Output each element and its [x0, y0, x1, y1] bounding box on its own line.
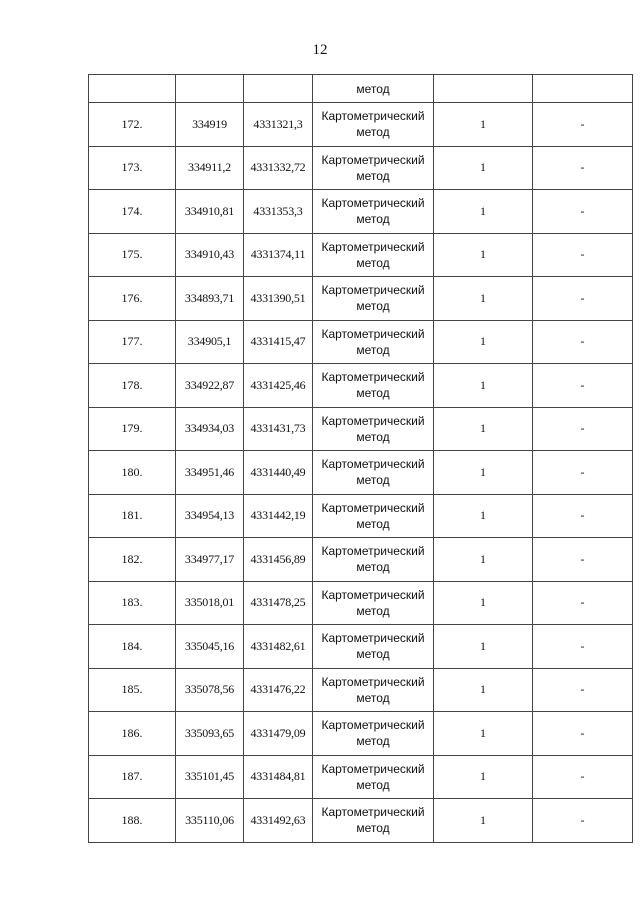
accuracy-cell: 1: [434, 712, 533, 756]
x-coordinate-cell: 334910,43: [176, 233, 244, 277]
method-cell: [313, 364, 434, 408]
method-line-2: метод: [356, 516, 390, 531]
note-cell: -: [533, 451, 633, 495]
page-number: 12: [312, 42, 328, 58]
table-row: [89, 538, 633, 582]
table-row: [89, 799, 633, 843]
method-line-2: метод: [356, 734, 390, 749]
method-line-1: Картометрический: [321, 805, 425, 820]
accuracy-cell: 1: [434, 364, 533, 408]
method-line-1: Картометрический: [321, 761, 425, 776]
continuation-cell-num: [89, 75, 176, 103]
method-cell: [313, 320, 434, 364]
point-number-cell: 184.: [89, 625, 176, 669]
method-line-1: Картометрический: [321, 631, 425, 646]
accuracy-cell: 1: [434, 581, 533, 625]
y-coordinate-cell: 4331374,11: [244, 233, 313, 277]
method-cell: [313, 190, 434, 234]
point-number-cell: 179.: [89, 407, 176, 451]
note-cell: -: [533, 668, 633, 712]
note-cell: -: [533, 712, 633, 756]
coordinates-table-body: [89, 75, 633, 843]
y-coordinate-cell: 4331442,19: [244, 494, 313, 538]
method-cell: [313, 712, 434, 756]
method-cell: [313, 451, 434, 495]
point-number-cell: 180.: [89, 451, 176, 495]
point-number-cell: 178.: [89, 364, 176, 408]
accuracy-cell: 1: [434, 233, 533, 277]
note-cell: -: [533, 407, 633, 451]
note-cell: -: [533, 320, 633, 364]
method-line-2: метод: [356, 821, 390, 836]
method-line-1: Картометрический: [321, 500, 425, 515]
accuracy-cell: 1: [434, 538, 533, 582]
table-row: [89, 103, 633, 147]
method-cell: [313, 233, 434, 277]
point-number-cell: 187.: [89, 755, 176, 799]
table-row: [89, 146, 633, 190]
point-number-cell: 173.: [89, 146, 176, 190]
method-line-1: Картометрический: [321, 370, 425, 385]
method-line-1: Картометрический: [321, 239, 425, 254]
point-number-cell: 186.: [89, 712, 176, 756]
note-cell: -: [533, 538, 633, 582]
accuracy-cell: 1: [434, 755, 533, 799]
accuracy-cell: 1: [434, 625, 533, 669]
method-cell: [313, 668, 434, 712]
continuation-cell-x: [176, 75, 244, 103]
x-coordinate-cell: 334919: [176, 103, 244, 147]
note-cell: -: [533, 625, 633, 669]
continuation-cell-accuracy: [434, 75, 533, 103]
accuracy-cell: 1: [434, 668, 533, 712]
table-row: [89, 668, 633, 712]
y-coordinate-cell: 4331353,3: [244, 190, 313, 234]
method-cell: [313, 581, 434, 625]
note-cell: -: [533, 755, 633, 799]
y-coordinate-cell: 4331479,09: [244, 712, 313, 756]
x-coordinate-cell: 335045,16: [176, 625, 244, 669]
x-coordinate-cell: 334905,1: [176, 320, 244, 364]
method-cell: [313, 799, 434, 843]
table-row: [89, 364, 633, 408]
note-cell: -: [533, 277, 633, 321]
method-cell: [313, 103, 434, 147]
continuation-cell-y: [244, 75, 313, 103]
table-row: [89, 755, 633, 799]
method-line-2: метод: [356, 560, 390, 575]
method-cell: [313, 625, 434, 669]
x-coordinate-cell: 335101,45: [176, 755, 244, 799]
x-coordinate-cell: 334951,46: [176, 451, 244, 495]
x-coordinate-cell: 335093,65: [176, 712, 244, 756]
method-line-1: Картометрический: [321, 413, 425, 428]
y-coordinate-cell: 4331478,25: [244, 581, 313, 625]
point-number-cell: 182.: [89, 538, 176, 582]
point-number-cell: 181.: [89, 494, 176, 538]
y-coordinate-cell: 4331390,51: [244, 277, 313, 321]
table-row: [89, 190, 633, 234]
y-coordinate-cell: 4331321,3: [244, 103, 313, 147]
y-coordinate-cell: 4331425,46: [244, 364, 313, 408]
method-line-2: метод: [356, 299, 390, 314]
accuracy-cell: 1: [434, 190, 533, 234]
point-number-cell: 174.: [89, 190, 176, 234]
x-coordinate-cell: 334922,87: [176, 364, 244, 408]
accuracy-cell: 1: [434, 407, 533, 451]
method-line-2: метод: [356, 690, 390, 705]
note-cell: -: [533, 233, 633, 277]
method-line-2: метод: [356, 603, 390, 618]
method-line-2: метод: [356, 125, 390, 140]
accuracy-cell: 1: [434, 320, 533, 364]
accuracy-cell: 1: [434, 494, 533, 538]
accuracy-cell: 1: [434, 277, 533, 321]
x-coordinate-cell: 334893,71: [176, 277, 244, 321]
table-row: [89, 494, 633, 538]
method-cell: [313, 538, 434, 582]
accuracy-cell: 1: [434, 146, 533, 190]
continuation-row: [89, 75, 633, 103]
note-cell: -: [533, 190, 633, 234]
table-row: [89, 581, 633, 625]
continuation-cell-note: [533, 75, 633, 103]
y-coordinate-cell: 4331484,81: [244, 755, 313, 799]
x-coordinate-cell: 334911,2: [176, 146, 244, 190]
x-coordinate-cell: 335078,56: [176, 668, 244, 712]
point-number-cell: 176.: [89, 277, 176, 321]
point-number-cell: 185.: [89, 668, 176, 712]
method-line-1: Картометрический: [321, 152, 425, 167]
note-cell: -: [533, 799, 633, 843]
y-coordinate-cell: 4331476,22: [244, 668, 313, 712]
method-line-1: Картометрический: [321, 587, 425, 602]
method-line-1: Картометрический: [321, 326, 425, 341]
method-line-2: метод: [356, 429, 390, 444]
point-number-cell: 177.: [89, 320, 176, 364]
coordinates-table: [88, 74, 633, 843]
table-row: [89, 233, 633, 277]
x-coordinate-cell: 334910,81: [176, 190, 244, 234]
method-line-1: Картометрический: [321, 544, 425, 559]
table-row: [89, 451, 633, 495]
method-cell: [313, 277, 434, 321]
table-row: [89, 407, 633, 451]
note-cell: -: [533, 364, 633, 408]
accuracy-cell: 1: [434, 103, 533, 147]
y-coordinate-cell: 4331332,72: [244, 146, 313, 190]
method-cell: [313, 407, 434, 451]
y-coordinate-cell: 4331492,63: [244, 799, 313, 843]
x-coordinate-cell: 334954,13: [176, 494, 244, 538]
method-cell: [313, 494, 434, 538]
method-line-2: метод: [356, 386, 390, 401]
continuation-cell-method: метод: [313, 75, 434, 103]
point-number-cell: 183.: [89, 581, 176, 625]
y-coordinate-cell: 4331440,49: [244, 451, 313, 495]
method-line-1: Картометрический: [321, 283, 425, 298]
method-line-2: метод: [356, 777, 390, 792]
method-line-2: метод: [356, 647, 390, 662]
note-cell: -: [533, 581, 633, 625]
table-row: [89, 277, 633, 321]
y-coordinate-cell: 4331431,73: [244, 407, 313, 451]
y-coordinate-cell: 4331415,47: [244, 320, 313, 364]
point-number-cell: 172.: [89, 103, 176, 147]
method-cell: [313, 146, 434, 190]
method-line-2: метод: [356, 212, 390, 227]
method-line-1: Картометрический: [321, 718, 425, 733]
method-line-1: Картометрический: [321, 196, 425, 211]
x-coordinate-cell: 335018,01: [176, 581, 244, 625]
method-line-1: Картометрический: [321, 109, 425, 124]
note-cell: -: [533, 494, 633, 538]
method-line-1: Картометрический: [321, 457, 425, 472]
accuracy-cell: 1: [434, 799, 533, 843]
note-cell: -: [533, 146, 633, 190]
method-line-2: метод: [356, 255, 390, 270]
method-line-1: Картометрический: [321, 674, 425, 689]
table-row: [89, 320, 633, 364]
method-cell: [313, 755, 434, 799]
y-coordinate-cell: 4331456,89: [244, 538, 313, 582]
method-line-2: метод: [356, 168, 390, 183]
point-number-cell: 175.: [89, 233, 176, 277]
method-line-2: метод: [356, 342, 390, 357]
table-row: [89, 625, 633, 669]
x-coordinate-cell: 334977,17: [176, 538, 244, 582]
accuracy-cell: 1: [434, 451, 533, 495]
y-coordinate-cell: 4331482,61: [244, 625, 313, 669]
x-coordinate-cell: 335110,06: [176, 799, 244, 843]
x-coordinate-cell: 334934,03: [176, 407, 244, 451]
method-line-2: метод: [356, 473, 390, 488]
note-cell: -: [533, 103, 633, 147]
point-number-cell: 188.: [89, 799, 176, 843]
table-row: [89, 712, 633, 756]
